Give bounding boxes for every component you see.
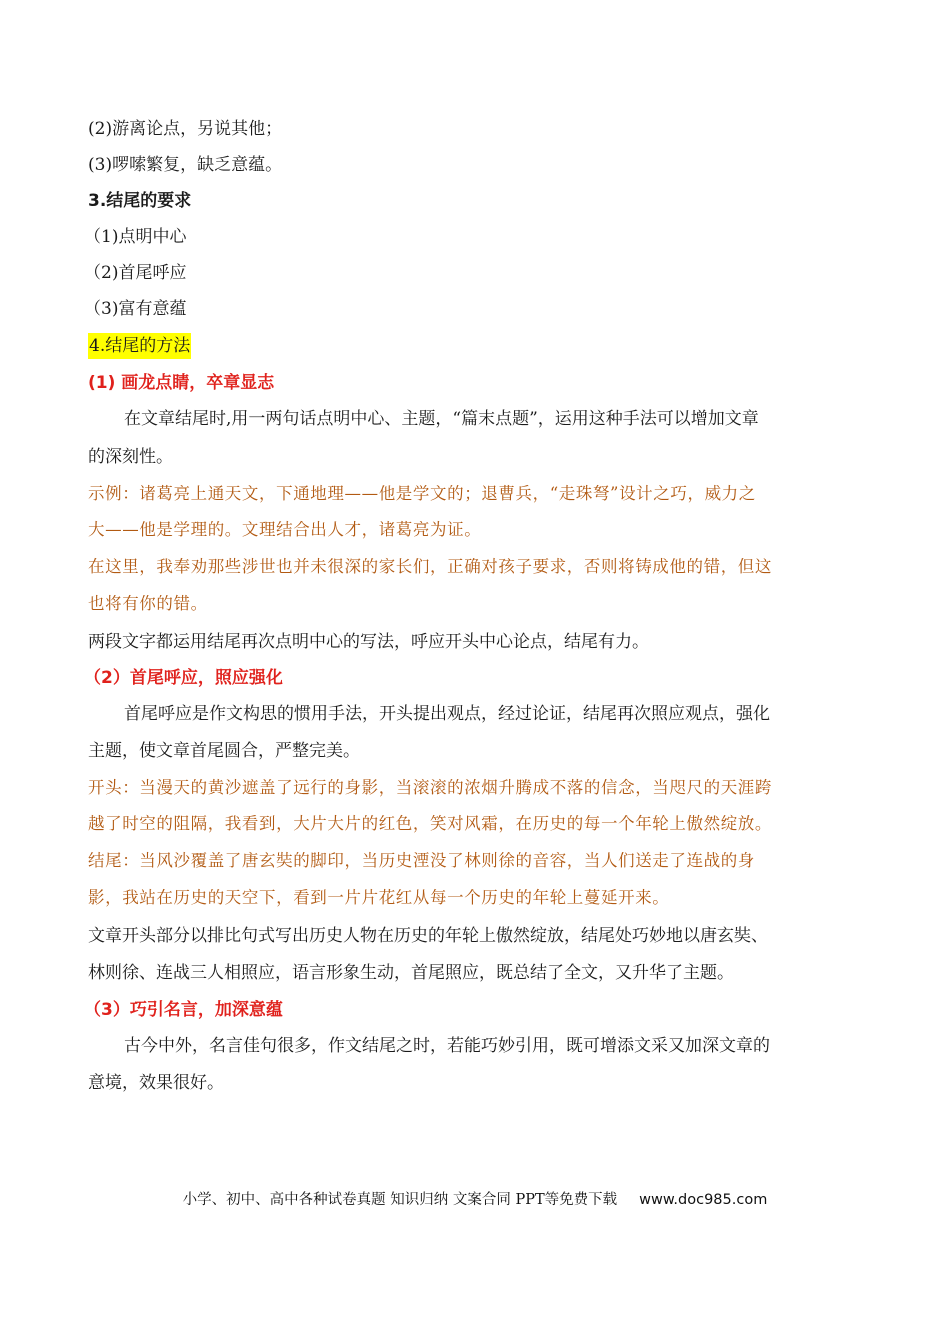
method-2-opening-line1: 开头：当漫天的黄沙遮盖了远行的身影，当滚滚的浓烟升腾成不落的信念，当咫尺的天涯跨 (88, 778, 772, 797)
method-1-summary: 两段文字都运用结尾再次点明中心的写法，呼应开头中心论点，结尾有力。 (88, 632, 649, 652)
requirement-2: （2)首尾呼应 (84, 263, 187, 283)
method-2-opening-line2: 越了时空的阻隔，我看到，大片大片的红色，笑对风霜，在历史的每一个年轮上傲然绽放。 (88, 814, 772, 833)
point-2: (2)游离论点，另说其他； (88, 119, 283, 139)
method-2-paragraph-line1: 首尾呼应是作文构思的惯用手法，开头提出观点，经过论证，结尾再次照应观点，强化 (124, 704, 770, 724)
section-heading-4-wrap (88, 333, 863, 359)
method-2-summary-line1: 文章开头部分以排比句式写出历史人物在历史的年轮上傲然绽放，结尾处巧妙地以唐玄奘、 (88, 926, 768, 946)
method-1-example2-line1: 在这里，我奉劝那些涉世也并未很深的家长们，正确对孩子要求，否则将铸成他的错，但这 (88, 557, 772, 576)
point-3: (3)啰嗦繁复，缺乏意蕴。 (88, 155, 283, 175)
method-2-summary-line2: 林则徐、连战三人相照应，语言形象生动，首尾照应，既总结了全文，又升华了主题。 (88, 963, 734, 983)
method-1-example1-line1: 示例：诸葛亮上通天文，下通地理——他是学文的；退曹兵，“走珠弩”设计之巧，威力之 (88, 484, 756, 503)
method-1-title: (1) 画龙点睛，卒章显志 (88, 373, 275, 393)
footer-url[interactable]: www.doc985.com (639, 1192, 768, 1208)
footer-text: 小学、初中、高中各种试卷真题 知识归纳 文案合同 PPT等免费下载 (182, 1192, 618, 1208)
method-1-paragraph-line1: 在文章结尾时,用一两句话点明中心、主题，“篇末点题”，运用这种手法可以增加文章 (124, 409, 759, 429)
section-heading-3: 3.结尾的要求 (88, 191, 192, 211)
requirement-1: （1)点明中心 (84, 227, 187, 247)
method-2-ending-line1: 结尾：当风沙覆盖了唐玄奘的脚印，当历史湮没了林则徐的音容，当人们送走了连战的身 (88, 851, 755, 870)
requirement-3: （3)富有意蕴 (84, 299, 187, 319)
method-2-paragraph-line2: 主题，使文章首尾圆合，严整完美。 (88, 741, 360, 761)
page-footer (0, 1188, 950, 1209)
method-2-ending-line2: 影，我站在历史的天空下，看到一片片花红从每一个历史的年轮上蔓延开来。 (88, 888, 670, 907)
method-1-example1-line2: 大——他是学理的。文理结合出人才，诸葛亮为证。 (88, 520, 482, 539)
method-1-paragraph-line2: 的深刻性。 (88, 447, 173, 467)
method-2-title: （2）首尾呼应，照应强化 (84, 668, 283, 688)
method-3-title: （3）巧引名言，加深意蕴 (84, 1000, 283, 1020)
section-heading-4: 4.结尾的方法 (88, 333, 191, 359)
method-3-paragraph-line2: 意境，效果很好。 (88, 1073, 224, 1093)
method-3-paragraph-line1: 古今中外，名言佳句很多，作文结尾之时，若能巧妙引用，既可增添文采又加深文章的 (124, 1036, 770, 1056)
method-1-example2-line2: 也将有你的错。 (88, 594, 208, 613)
